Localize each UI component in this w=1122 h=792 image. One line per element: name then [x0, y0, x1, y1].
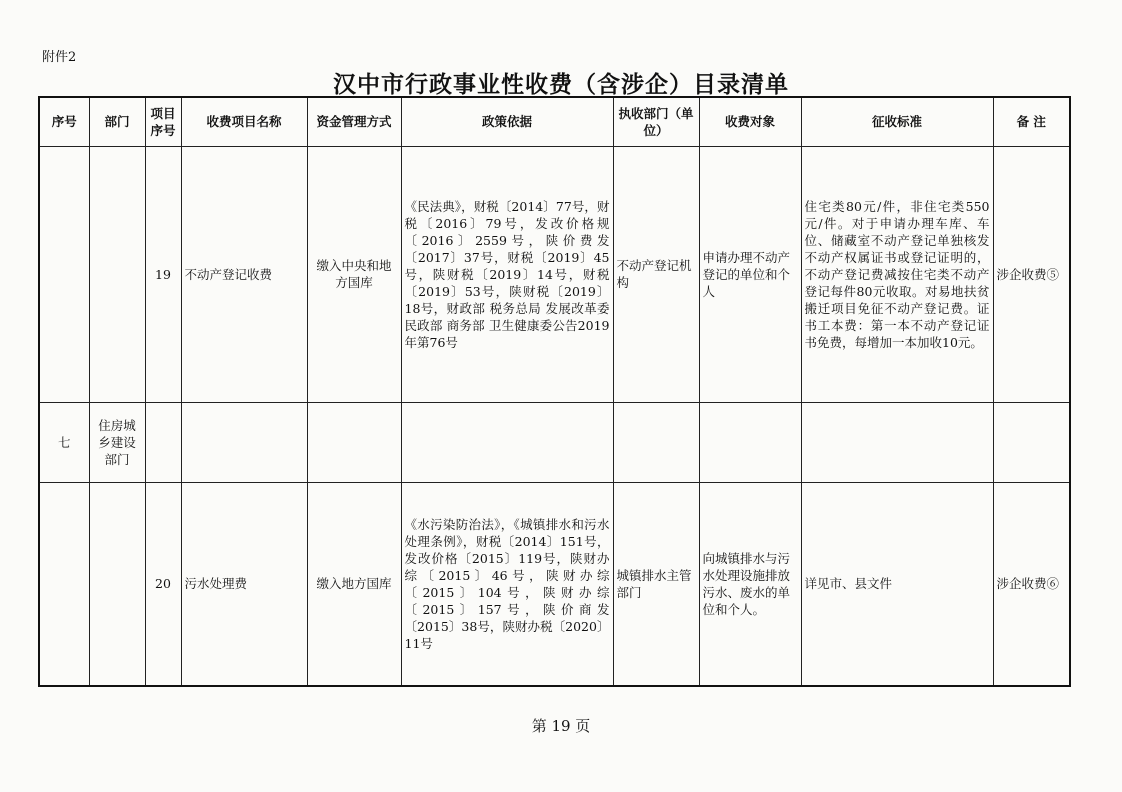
cell-exec-dept: 不动产登记机构: [613, 146, 699, 402]
header-policy: 政策依据: [401, 97, 613, 146]
cell-target: [699, 402, 801, 482]
cell-remark: 涉企收费⑥: [993, 482, 1070, 686]
cell-exec-dept: [613, 402, 699, 482]
table-row: [39, 482, 1070, 686]
cell-fund-mgmt: 缴入中央和地方国库: [307, 146, 401, 402]
cell-dept: [89, 482, 145, 686]
cell-target: 向城镇排水与污水处理设施排放污水、废水的单位和个人。: [699, 482, 801, 686]
cell-item-name: 污水处理费: [181, 482, 307, 686]
header-remark: 备 注: [993, 97, 1070, 146]
cell-remark: [993, 402, 1070, 482]
cell-dept: 住房城乡建设部门: [89, 402, 145, 482]
cell-item-seq: 20: [145, 482, 181, 686]
cell-remark: 涉企收费⑤: [993, 146, 1070, 402]
header-item-seq: 项目序号: [145, 97, 181, 146]
header-fund-mgmt: 资金管理方式: [307, 97, 401, 146]
cell-policy: 《民法典》，财税〔2014〕77号，财税〔2016〕79号，发改价格规〔2016〕2559号，陕价费发〔2017〕37号，财税〔2019〕45号，陕财税〔2019〕14号，财税〔2019〕53号，陕财税〔2019〕18号，财政部 税务总局 发展改革委 民政部 商务部 卫生健康委公告2019年第76号: [401, 146, 613, 402]
header-standard: 征收标准: [801, 97, 993, 146]
cell-target: 申请办理不动产登记的单位和个人: [699, 146, 801, 402]
cell-fund-mgmt: 缴入地方国库: [307, 482, 401, 686]
cell-policy: [401, 402, 613, 482]
cell-seq: [39, 146, 89, 402]
cell-item-seq: 19: [145, 146, 181, 402]
page-number: 第 19 页: [531, 717, 591, 735]
cell-seq: 七: [39, 402, 89, 482]
table-row: [39, 402, 1070, 482]
cell-item-name: 不动产登记收费: [181, 146, 307, 402]
cell-policy: 《水污染防治法》，《城镇排水和污水处理条例》，财税〔2014〕151号，发改价格〔2015〕119号，陕财办综〔2015〕46号，陕财办综〔2015〕104号，陕财办综〔2015〕157号，陕价商发〔2015〕38号，陕财办税〔2020〕11号: [401, 482, 613, 686]
header-seq: 序号: [39, 97, 89, 146]
attachment-label: 附件2: [42, 50, 77, 65]
header-target: 收费对象: [699, 97, 801, 146]
header-exec-dept: 执收部门（单位）: [613, 97, 699, 146]
cell-exec-dept: 城镇排水主管部门: [613, 482, 699, 686]
cell-item-name: [181, 402, 307, 482]
page-title: 汉中市行政事业性收费（含涉企）目录清单: [333, 71, 789, 98]
cell-item-seq: [145, 402, 181, 482]
cell-dept: [89, 146, 145, 402]
header-item-name: 收费项目名称: [181, 97, 307, 146]
header-dept: 部门: [89, 97, 145, 146]
cell-standard: [801, 402, 993, 482]
cell-fund-mgmt: [307, 402, 401, 482]
table-row: [39, 146, 1070, 402]
cell-standard: 详见市、县文件: [801, 482, 993, 686]
cell-seq: [39, 482, 89, 686]
header-row: [39, 97, 1070, 146]
fee-catalog-table: [38, 96, 1071, 687]
cell-standard: 住宅类80元/件，非住宅类550元/件。对于申请办理车库、车位、储藏室不动产登记单独核发不动产权属证书或登记证明的，不动产登记费减按住宅类不动产登记每件80元收取。对易地扶贫搬迁项目免征不动产登记费。证书工本费：第一本不动产登记证书免费，每增加一本加收10元。: [801, 146, 993, 402]
